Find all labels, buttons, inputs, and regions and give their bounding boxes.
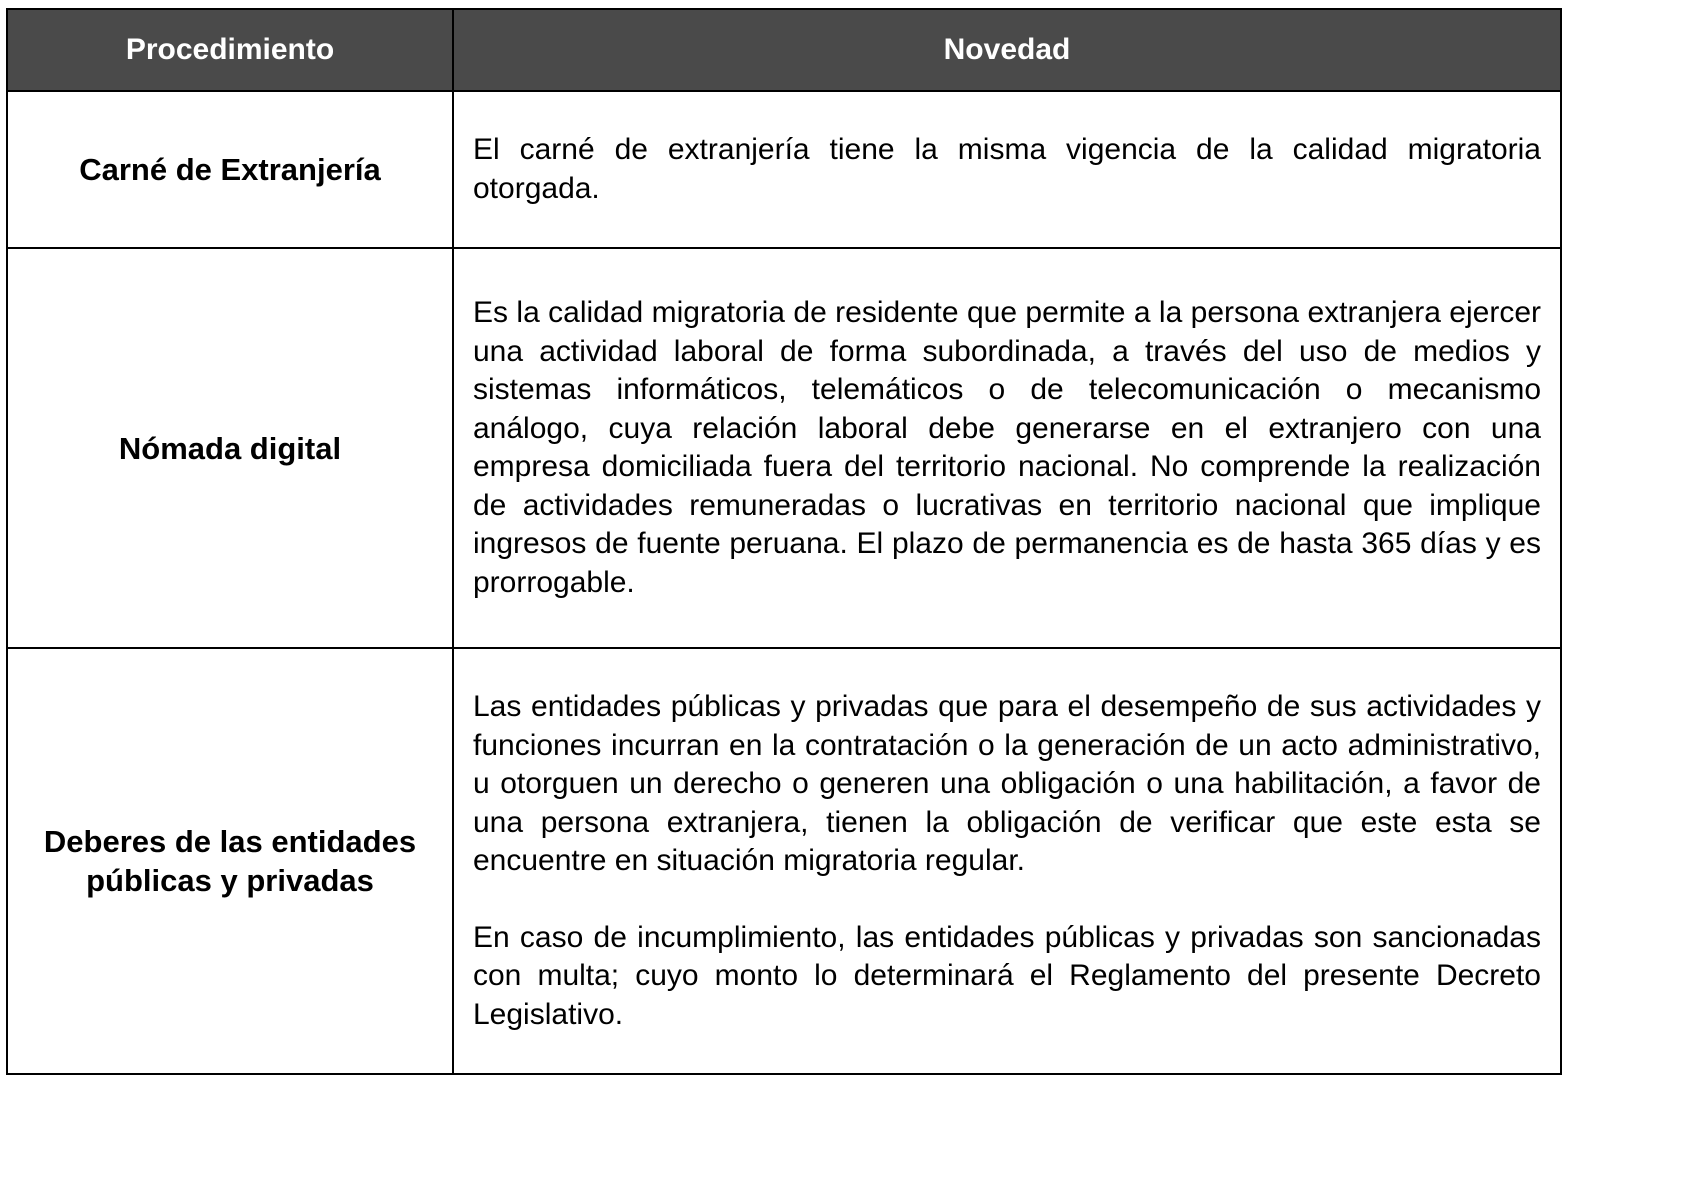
procedimiento-cell: Deberes de las entidades públicas y privadas: [7, 648, 453, 1074]
novedad-paragraph: Es la calidad migratoria de residente que permite a la persona extranjera ejercer una actividad laboral de forma subordinada, a través del uso de medios y sistemas informáticos, telemáticos o de telecomunicación o mecanismo análogo, cuya relación laboral debe generarse en el extranjero con una empresa domiciliada fuera del territorio nacional. No comprende la realización de actividades remuneradas o lucrativas en territorio nacional que implique ingresos de fuente peruana. El plazo de permanencia es de hasta 365 días y es prorrogable.: [473, 296, 1541, 599]
novedad-cell: [453, 248, 1561, 648]
novedades-table: [6, 8, 1562, 1075]
procedimiento-cell: Carné de Extranjería: [7, 91, 453, 248]
table-header-row: [7, 9, 1561, 91]
novedad-paragraph: Las entidades públicas y privadas que para el desempeño de sus actividades y funciones incurran en la contratación o la generación de un acto administrativo, u otorguen un derecho o generen una obligación o una habilitación, a favor de una persona extranjera, tienen la obligación de verificar que este esta se encuentre en situación migratoria regular.: [473, 690, 1541, 877]
novedad-paragraph: El carné de extranjería tiene la misma vigencia de la calidad migratoria otorgada.: [473, 133, 1541, 205]
novedad-cell: [453, 648, 1561, 1074]
table-row: [7, 248, 1561, 648]
table-row: [7, 648, 1561, 1074]
header-novedad: Novedad: [453, 9, 1561, 91]
novedad-cell: [453, 91, 1561, 248]
table-row: [7, 91, 1561, 248]
procedimiento-cell: Nómada digital: [7, 248, 453, 648]
novedad-paragraph: En caso de incumplimiento, las entidades públicas y privadas son sancionadas con multa; cuyo monto lo determinará el Reglamento del presente Decreto Legislativo.: [473, 920, 1541, 1031]
header-procedimiento: Procedimiento: [7, 9, 453, 91]
